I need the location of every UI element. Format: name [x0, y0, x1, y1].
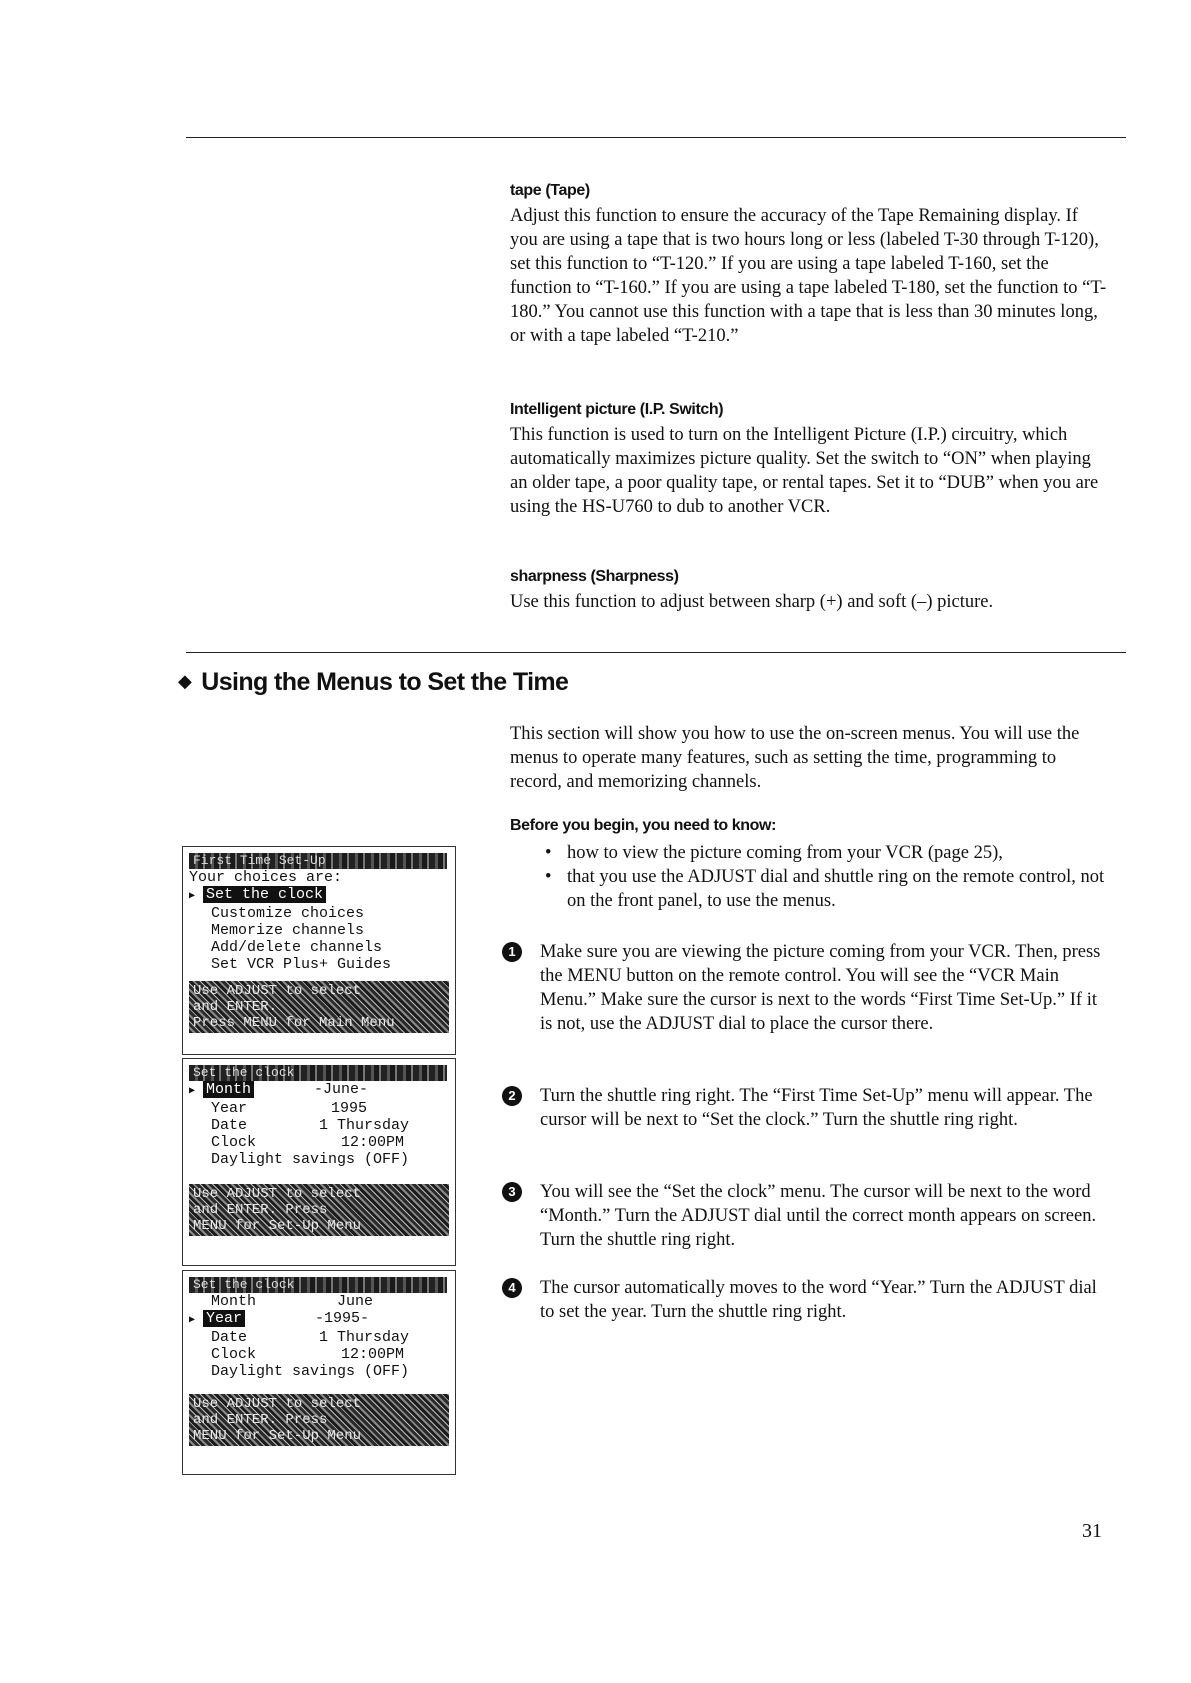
step-text: Make sure you are viewing the picture coming from your VCR. Then, press the MENU button on the remote control. You will see the “VCR Main Menu.” Make sure the cursor is next to the words “First Time Set-Up.” If it is not, use the ADJUST dial to place the cursor there. [540, 942, 1101, 1034]
step-1 [502, 940, 1112, 1036]
screen-item: Set VCR Plus+ Guides [211, 956, 392, 973]
screen-row: Daylight savings (OFF) [211, 1151, 410, 1168]
row-value: 12:00PM [341, 1134, 405, 1151]
sharpness-heading: sharpness (Sharpness) [510, 568, 679, 585]
screen-row [183, 1346, 455, 1363]
screen-footer-line: and ENTER. Press [193, 1412, 328, 1428]
step-number: 1 [502, 942, 522, 962]
tape-section [510, 182, 1110, 348]
screen-footer-line: and ENTER. Press [193, 1202, 328, 1218]
screen-footer [189, 981, 449, 1033]
screen-footer-line: MENU for Set-Up Menu [193, 1428, 362, 1444]
ip-heading: Intelligent picture (I.P. Switch) [510, 401, 724, 418]
tape-body: Adjust this function to ensure the accuracy of the Tape Remaining display. If you are using a tape that is two hours long or less (labeled T-30 through T-120), set this function to “T-120.” If you are using a tape labeled T-160, set the function to “T-160.” If you are using a tape labeled T-180, set the function to “T-180.” You cannot use this function with a tape that is less than 30 minutes long, or with a tape labeled “T-210.” [510, 206, 1107, 346]
step-4 [502, 1276, 1112, 1324]
screen-first-time-setup [182, 846, 456, 1055]
intro-text: This section will show you how to use the on-screen menus. You will use the menus to operate many features, such as setting the time, programming to record, and memorizing channels. [510, 724, 1080, 792]
row-label: Clock [211, 1346, 257, 1363]
ip-section [510, 401, 1110, 519]
screen-row [183, 1100, 455, 1117]
screen-row: Daylight savings (OFF) [211, 1363, 410, 1380]
row-value: 12:00PM [341, 1346, 405, 1363]
step-text: You will see the “Set the clock” menu. The cursor will be next to the word “Month.” Turn the ADJUST dial until the correct month appears on screen. Turn the shuttle ring right. [540, 1182, 1097, 1250]
screen-selected-item: Month [203, 1081, 254, 1098]
screen-footer-line: Use ADJUST to select [193, 983, 362, 999]
list-item: • how to view the picture coming from your VCR (page 25), [545, 841, 1110, 865]
screen-footer [189, 1394, 449, 1446]
cursor-arrow-icon: ▶ [189, 891, 196, 902]
row-label: Year [211, 1100, 248, 1117]
screen-row [183, 1329, 455, 1346]
screen-footer-line: and ENTER. [193, 999, 278, 1015]
screen-set-clock-year [182, 1270, 456, 1475]
step-text: Turn the shuttle ring right. The “First Time Set-Up” menu will appear. The cursor will be next to “Set the clock.” Turn the shuttle ring right. [540, 1086, 1093, 1130]
screen-title-bar: Set the clock [189, 1065, 447, 1081]
step-number: 3 [502, 1182, 522, 1202]
screen-selected-row [183, 886, 455, 905]
screen-title-bar: First Time Set-Up [189, 853, 447, 869]
before-list [510, 841, 1110, 913]
screen-title-bar: Set the clock [189, 1277, 447, 1293]
step-3 [502, 1180, 1112, 1252]
row-label: Date [211, 1117, 248, 1134]
screen-row [183, 1117, 455, 1134]
screen-selected-item: Year [203, 1310, 245, 1327]
screen-selected-row [183, 1310, 455, 1329]
sharpness-section [510, 568, 1110, 614]
screen-footer [189, 1184, 449, 1236]
list-item: • that you use the ADJUST dial and shuttle ring on the remote control, not on the front panel, to use the menus. [545, 865, 1110, 913]
screen-selected-item: Set the clock [203, 886, 326, 903]
step-number: 4 [502, 1278, 522, 1298]
row-label: Date [211, 1329, 248, 1346]
screen-set-clock-month [182, 1058, 456, 1266]
screen-item: Memorize channels [211, 922, 365, 939]
section-rule [186, 652, 1126, 653]
row-label: Month [211, 1293, 257, 1310]
screen-item: Add/delete channels [211, 939, 383, 956]
screen-row [183, 1134, 455, 1151]
screen-footer-line: Use ADJUST to select [193, 1396, 362, 1412]
row-value: 1 Thursday [319, 1117, 410, 1134]
ip-body: This function is used to turn on the Intelligent Picture (I.P.) circuitry, which automatically maximizes picture quality. Set the switch to “ON” when playing an older tape, a poor quality tape, or rental tapes. Set it to “DUB” when you are using the HS-U760 to dub to another VCR. [510, 425, 1099, 517]
page-number: 31 [1082, 1520, 1102, 1542]
screen-footer-line: MENU for Set-Up Menu [193, 1218, 362, 1234]
intro-block [510, 722, 1110, 794]
screen-selected-value: -June- [314, 1081, 369, 1098]
row-value: 1995 [331, 1100, 368, 1117]
section-title-text: Using the Menus to Set the Time [201, 668, 569, 696]
screen-row [183, 1293, 455, 1310]
before-block [510, 817, 1110, 913]
row-label: Clock [211, 1134, 257, 1151]
sharpness-body: Use this function to adjust between sharp (+) and soft (–) picture. [510, 592, 994, 612]
step-2 [502, 1084, 1112, 1132]
top-rule [186, 137, 1126, 138]
row-value: 1 Thursday [319, 1329, 410, 1346]
screen-selected-row [183, 1081, 455, 1100]
screen-item: Customize choices [211, 905, 365, 922]
cursor-arrow-icon: ▶ [189, 1315, 196, 1326]
screen-footer-line: Press MENU for Main Menu [193, 1015, 395, 1031]
before-heading: Before you begin, you need to know: [510, 817, 777, 834]
screen-line: Your choices are: [189, 869, 343, 886]
cursor-arrow-icon: ▶ [189, 1086, 196, 1097]
row-value: June [337, 1293, 374, 1310]
screen-footer-line: Use ADJUST to select [193, 1186, 362, 1202]
step-number: 2 [502, 1086, 522, 1106]
section-title [178, 668, 568, 697]
tape-heading: tape (Tape) [510, 182, 590, 199]
screen-selected-value: -1995- [315, 1310, 370, 1327]
diamond-icon: ◆ [178, 671, 192, 691]
step-text: The cursor automatically moves to the word “Year.” Turn the ADJUST dial to set the year. Turn the shuttle ring right. [540, 1278, 1097, 1322]
